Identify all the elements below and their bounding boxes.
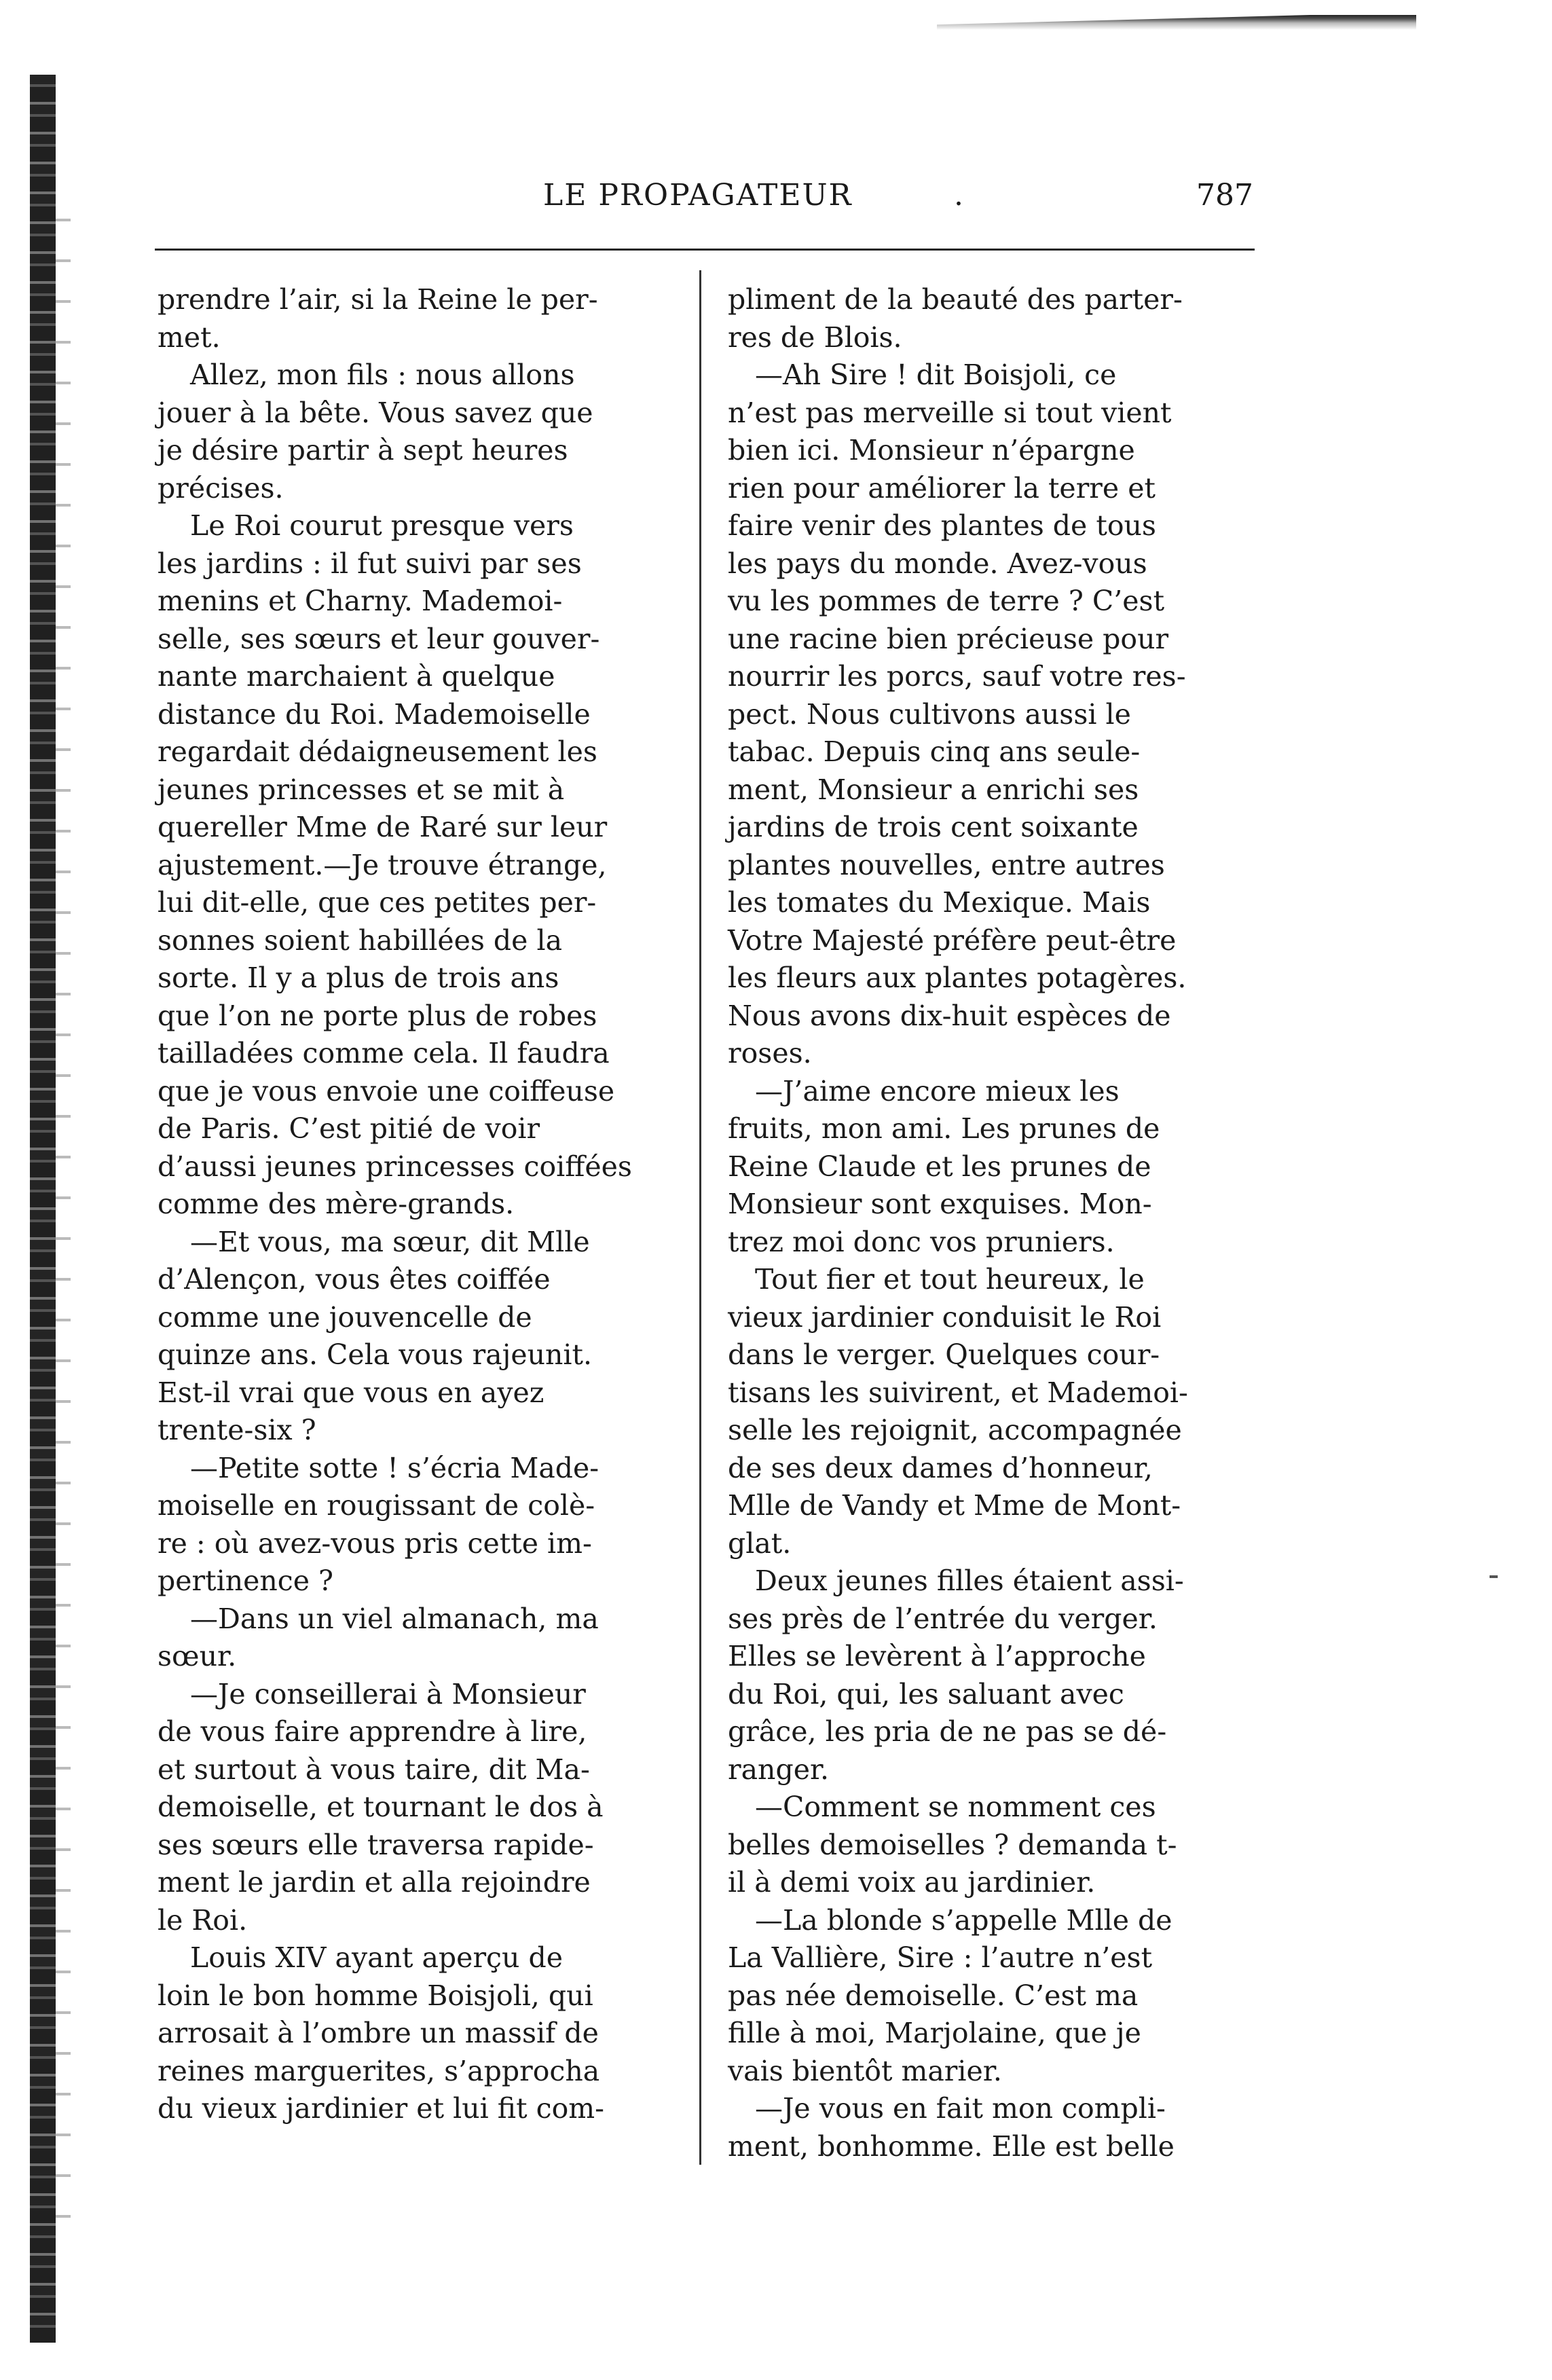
text-line: ment, Monsieur a enrichi ses [728, 773, 1139, 806]
text-line: vais bientôt marier. [728, 2054, 1002, 2087]
text-line: fille à moi, Marjolaine, que je [728, 2017, 1141, 2049]
text-line: quinze ans. Cela vous rajeunit. [158, 1338, 593, 1371]
text-line: les tomates du Mexique. Mais [728, 886, 1151, 919]
text-line: loin le bon homme Boisjoli, qui [158, 1979, 593, 2012]
text-line: ses sœurs elle traversa rapide- [158, 1828, 594, 1861]
text-line: faire venir des plantes de tous [728, 509, 1156, 542]
right-column [728, 281, 1270, 2165]
text-line: vu les pommes de terre ? C’est [728, 585, 1165, 617]
text-line: et surtout à vous taire, dit Ma- [158, 1753, 590, 1786]
text-line: d’aussi jeunes princesses coiffées [158, 1150, 632, 1183]
text-line: n’est pas merveille si tout vient [728, 396, 1172, 429]
text-line: sonnes soient habillées de la [158, 923, 563, 957]
text-line: que je vous envoie une coiffeuse [158, 1074, 615, 1107]
text-line: dans le verger. Quelques cour- [728, 1338, 1160, 1371]
text-line: distance du Roi. Mademoiselle [158, 697, 591, 731]
text-line: pect. Nous cultivons aussi le [728, 697, 1131, 731]
running-title: LE PROPAGATEUR [543, 178, 853, 213]
text-line: re : où avez-vous pris cette im- [158, 1526, 592, 1560]
text-line: le Roi. [158, 1903, 248, 1937]
text-line: quereller Mme de Raré sur leur [158, 811, 608, 843]
text-line: Le Roi courut presque vers [190, 509, 574, 542]
text-line: Reine Claude et les prunes de [728, 1150, 1151, 1183]
text-line: arrosait à l’ombre un massif de [158, 2017, 599, 2049]
text-line: trez moi donc vos pruniers. [728, 1225, 1115, 1258]
text-line: ranger. [728, 1753, 830, 1786]
text-line: Elles se levèrent à l’approche [728, 1640, 1146, 1672]
text-line: une racine bien précieuse pour [728, 622, 1169, 655]
text-line: —Petite sotte ! s’écria Made- [190, 1451, 599, 1484]
text-line: Est-il vrai que vous en ayez [158, 1376, 544, 1409]
text-line: sœur. [158, 1640, 237, 1672]
text-line: demoiselle, et tournant le dos à [158, 1791, 604, 1823]
text-line: roses. [728, 1037, 812, 1069]
text-line: tailladées comme cela. Il faudra [158, 1037, 610, 1069]
text-line: reines marguerites, s’approcha [158, 2054, 600, 2087]
text-line: jeunes princesses et se mit à [158, 773, 565, 806]
text-line: de Paris. C’est pitié de voir [158, 1112, 540, 1145]
text-line: ajustement.—Je trouve étrange, [158, 848, 607, 881]
text-line: regardait dédaigneusement les [158, 735, 597, 768]
text-line: que l’on ne porte plus de robes [158, 999, 597, 1032]
text-line: belles demoiselles ? demanda t- [728, 1828, 1177, 1861]
text-line: rien pour améliorer la terre et [728, 471, 1156, 505]
text-line: ment, bonhomme. Elle est belle [728, 2129, 1175, 2163]
text-line: vieux jardinier conduisit le Roi [728, 1300, 1162, 1334]
header-rule [155, 249, 1255, 251]
text-line: bien ici. Monsieur n’épargne [728, 434, 1135, 466]
text-line: du vieux jardinier et lui fit com- [158, 2092, 604, 2125]
text-line: ment le jardin et alla rejoindre [158, 1866, 591, 1899]
text-line: tisans les suivirent, et Mademoi- [728, 1376, 1188, 1409]
text-line: les pays du monde. Avez-vous [728, 547, 1147, 580]
text-line: trente-six ? [158, 1414, 316, 1446]
page-number: 787 [1196, 178, 1253, 213]
text-line: les jardins : il fut suivi par ses [158, 547, 582, 580]
text-line: Tout fier et tout heureux, le [755, 1263, 1145, 1296]
text-line: Louis XIV ayant aperçu de [190, 1941, 563, 1974]
text-line: selle, ses sœurs et leur gouver- [158, 622, 600, 655]
text-line: jouer à la bête. Vous savez que [158, 396, 593, 429]
text-line: il à demi voix au jardinier. [728, 1866, 1096, 1899]
text-line: jardins de trois cent soixante [728, 811, 1139, 843]
text-line: —Je conseillerai à Monsieur [190, 1677, 586, 1710]
text-line: moiselle en rougissant de colè- [158, 1489, 595, 1522]
text-line: comme une jouvencelle de [158, 1300, 532, 1334]
text-line: menins et Charny. Mademoi- [158, 585, 563, 617]
left-column [158, 281, 694, 2128]
text-line: Votre Majesté préfère peut-être [728, 923, 1177, 957]
text-line: sorte. Il y a plus de trois ans [158, 962, 559, 994]
text-line: les fleurs aux plantes potagères. [728, 962, 1187, 994]
text-line: Deux jeunes filles étaient assi- [755, 1564, 1184, 1597]
text-line: glat. [728, 1526, 792, 1560]
text-line: pliment de la beauté des parter- [728, 283, 1183, 316]
text-line: nourrir les porcs, sauf votre res- [728, 660, 1186, 693]
text-line: comme des mère-grands. [158, 1188, 515, 1220]
text-line: Monsieur sont exquises. Mon- [728, 1188, 1152, 1220]
text-line: je désire partir à sept heures [158, 434, 568, 466]
text-line: Nous avons dix-huit espèces de [728, 999, 1171, 1032]
text-line: nante marchaient à quelque [158, 660, 555, 693]
text-line: de vous faire apprendre à lire, [158, 1715, 587, 1748]
text-line: ses près de l’entrée du verger. [728, 1602, 1158, 1635]
text-line: —Comment se nomment ces [755, 1791, 1156, 1823]
text-line: prendre l’air, si la Reine le per- [158, 283, 598, 316]
text-line: selle les rejoignit, accompagnée [728, 1414, 1182, 1446]
text-line: —Je vous en fait mon compli- [755, 2092, 1166, 2125]
text-line: pertinence ? [158, 1564, 334, 1597]
text-line: met. [158, 321, 221, 354]
scan-artifact-rule [937, 12, 1416, 30]
text-line: —La blonde s’appelle Mlle de [755, 1903, 1172, 1937]
text-line: grâce, les pria de ne pas se dé- [728, 1715, 1167, 1748]
text-line: —Ah Sire ! dit Boisjoli, ce [755, 359, 1117, 391]
text-line: d’Alençon, vous êtes coiffée [158, 1263, 551, 1296]
page-binding-edge [30, 75, 56, 2343]
text-line: plantes nouvelles, entre autres [728, 848, 1165, 881]
text-line: de ses deux dames d’honneur, [728, 1451, 1153, 1484]
running-title-dot: . [954, 178, 963, 213]
text-line: fruits, mon ami. Les prunes de [728, 1112, 1160, 1145]
text-line: du Roi, qui, les saluant avec [728, 1677, 1124, 1710]
text-line: —Et vous, ma sœur, dit Mlle [190, 1225, 590, 1258]
text-line: Allez, mon fils : nous allons [190, 359, 575, 391]
text-line: —Dans un viel almanach, ma [190, 1602, 599, 1635]
text-line: lui dit-elle, que ces petites per- [158, 886, 597, 919]
text-line: Mlle de Vandy et Mme de Mont- [728, 1489, 1181, 1522]
text-line: tabac. Depuis cinq ans seule- [728, 735, 1141, 768]
text-line: La Vallière, Sire : l’autre n’est [728, 1941, 1153, 1974]
scan-artifact-mark [1490, 1575, 1498, 1578]
text-line: —J’aime encore mieux les [755, 1074, 1120, 1107]
column-divider [699, 270, 701, 2165]
text-line: pas née demoiselle. C’est ma [728, 1979, 1139, 2012]
text-line: res de Blois. [728, 321, 902, 354]
page-binding-shadow [56, 204, 71, 2241]
text-line: précises. [158, 471, 284, 505]
